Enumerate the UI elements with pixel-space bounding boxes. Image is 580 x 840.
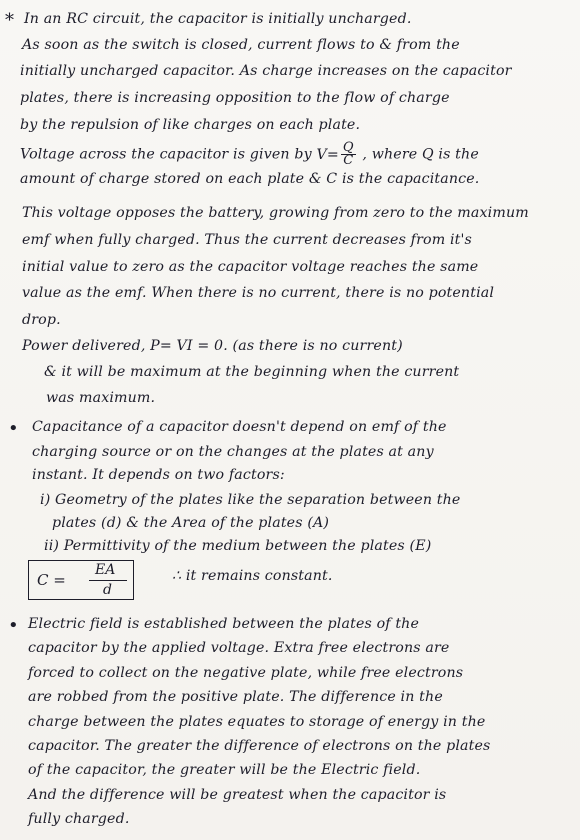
note-line: charging source or on the changes at the plates at any bbox=[32, 444, 434, 460]
note-text: Voltage across the capacitor is given by bbox=[20, 146, 312, 163]
dot-bullet: • bbox=[8, 418, 19, 439]
note-line: by the repulsion of like charges on each plate. bbox=[20, 117, 361, 133]
note-line: & it will be maximum at the beginning when the current bbox=[44, 364, 460, 380]
voltage-formula bbox=[316, 140, 362, 168]
capacitance-symbol: C bbox=[343, 153, 354, 168]
note-line: are robbed from the positive plate. The difference in the bbox=[28, 689, 443, 705]
note-line: of the capacitor, the greater will be the Electric field. bbox=[28, 762, 421, 778]
note-line: Power delivered, P= VI = 0. (as there is no current) bbox=[22, 338, 403, 354]
voltage-lhs: V= bbox=[316, 146, 339, 163]
note-line: initially uncharged capacitor. As charge increases on the capacitor bbox=[20, 63, 512, 79]
note-line: And the difference will be greatest when the capacitor is bbox=[28, 787, 447, 803]
star-bullet: * bbox=[5, 10, 14, 31]
note-line: forced to collect on the negative plate, while free electrons bbox=[28, 665, 464, 681]
note-line: This voltage opposes the battery, growing from zero to the maximum bbox=[22, 205, 529, 221]
note-line: As soon as the switch is closed, current flows to & from the bbox=[22, 37, 460, 53]
note-line: In an RC circuit, the capacitor is initially uncharged. bbox=[24, 11, 412, 27]
voltage-fraction bbox=[341, 142, 356, 167]
note-line: was maximum. bbox=[46, 390, 156, 406]
note-line: plates, there is increasing opposition to the flow of charge bbox=[20, 90, 450, 106]
note-line: i) Geometry of the plates like the separation between the bbox=[40, 492, 461, 508]
fraction-bar bbox=[89, 580, 127, 581]
note-line: instant. It depends on two factors: bbox=[32, 467, 285, 483]
note-line: ∴ it remains constant. bbox=[172, 568, 333, 584]
note-line: ii) Permittivity of the medium between the plates (E) bbox=[44, 538, 432, 554]
voltage-sentence bbox=[20, 142, 479, 167]
capacitance-lhs: C = bbox=[37, 571, 66, 589]
note-line: capacitor by the applied voltage. Extra free electrons are bbox=[28, 640, 450, 656]
charge-symbol: Q bbox=[342, 140, 354, 155]
note-line: charge between the plates equates to storage of energy in the bbox=[28, 714, 486, 730]
capacitance-formula-box bbox=[28, 560, 134, 600]
note-line: fully charged. bbox=[28, 811, 130, 827]
permittivity-area-symbol: EA bbox=[95, 562, 116, 578]
note-line: Electric field is established between the plates of the bbox=[28, 616, 420, 632]
note-text: , where Q is the bbox=[362, 146, 479, 163]
note-line: value as the emf. When there is no current, there is no potential bbox=[22, 285, 495, 301]
note-line: emf when fully charged. Thus the current decreases from it's bbox=[22, 232, 472, 248]
note-line: drop. bbox=[22, 312, 61, 328]
note-line: amount of charge stored on each plate & C is the capacitance. bbox=[20, 171, 480, 187]
separation-symbol: d bbox=[103, 582, 112, 598]
note-line: plates (d) & the Area of the plates (A) bbox=[52, 515, 330, 531]
note-line: initial value to zero as the capacitor voltage reaches the same bbox=[22, 259, 479, 275]
dot-bullet: • bbox=[8, 615, 19, 636]
note-line: Capacitance of a capacitor doesn't depend on emf of the bbox=[32, 419, 447, 435]
note-line: capacitor. The greater the difference of electrons on the plates bbox=[28, 738, 491, 754]
